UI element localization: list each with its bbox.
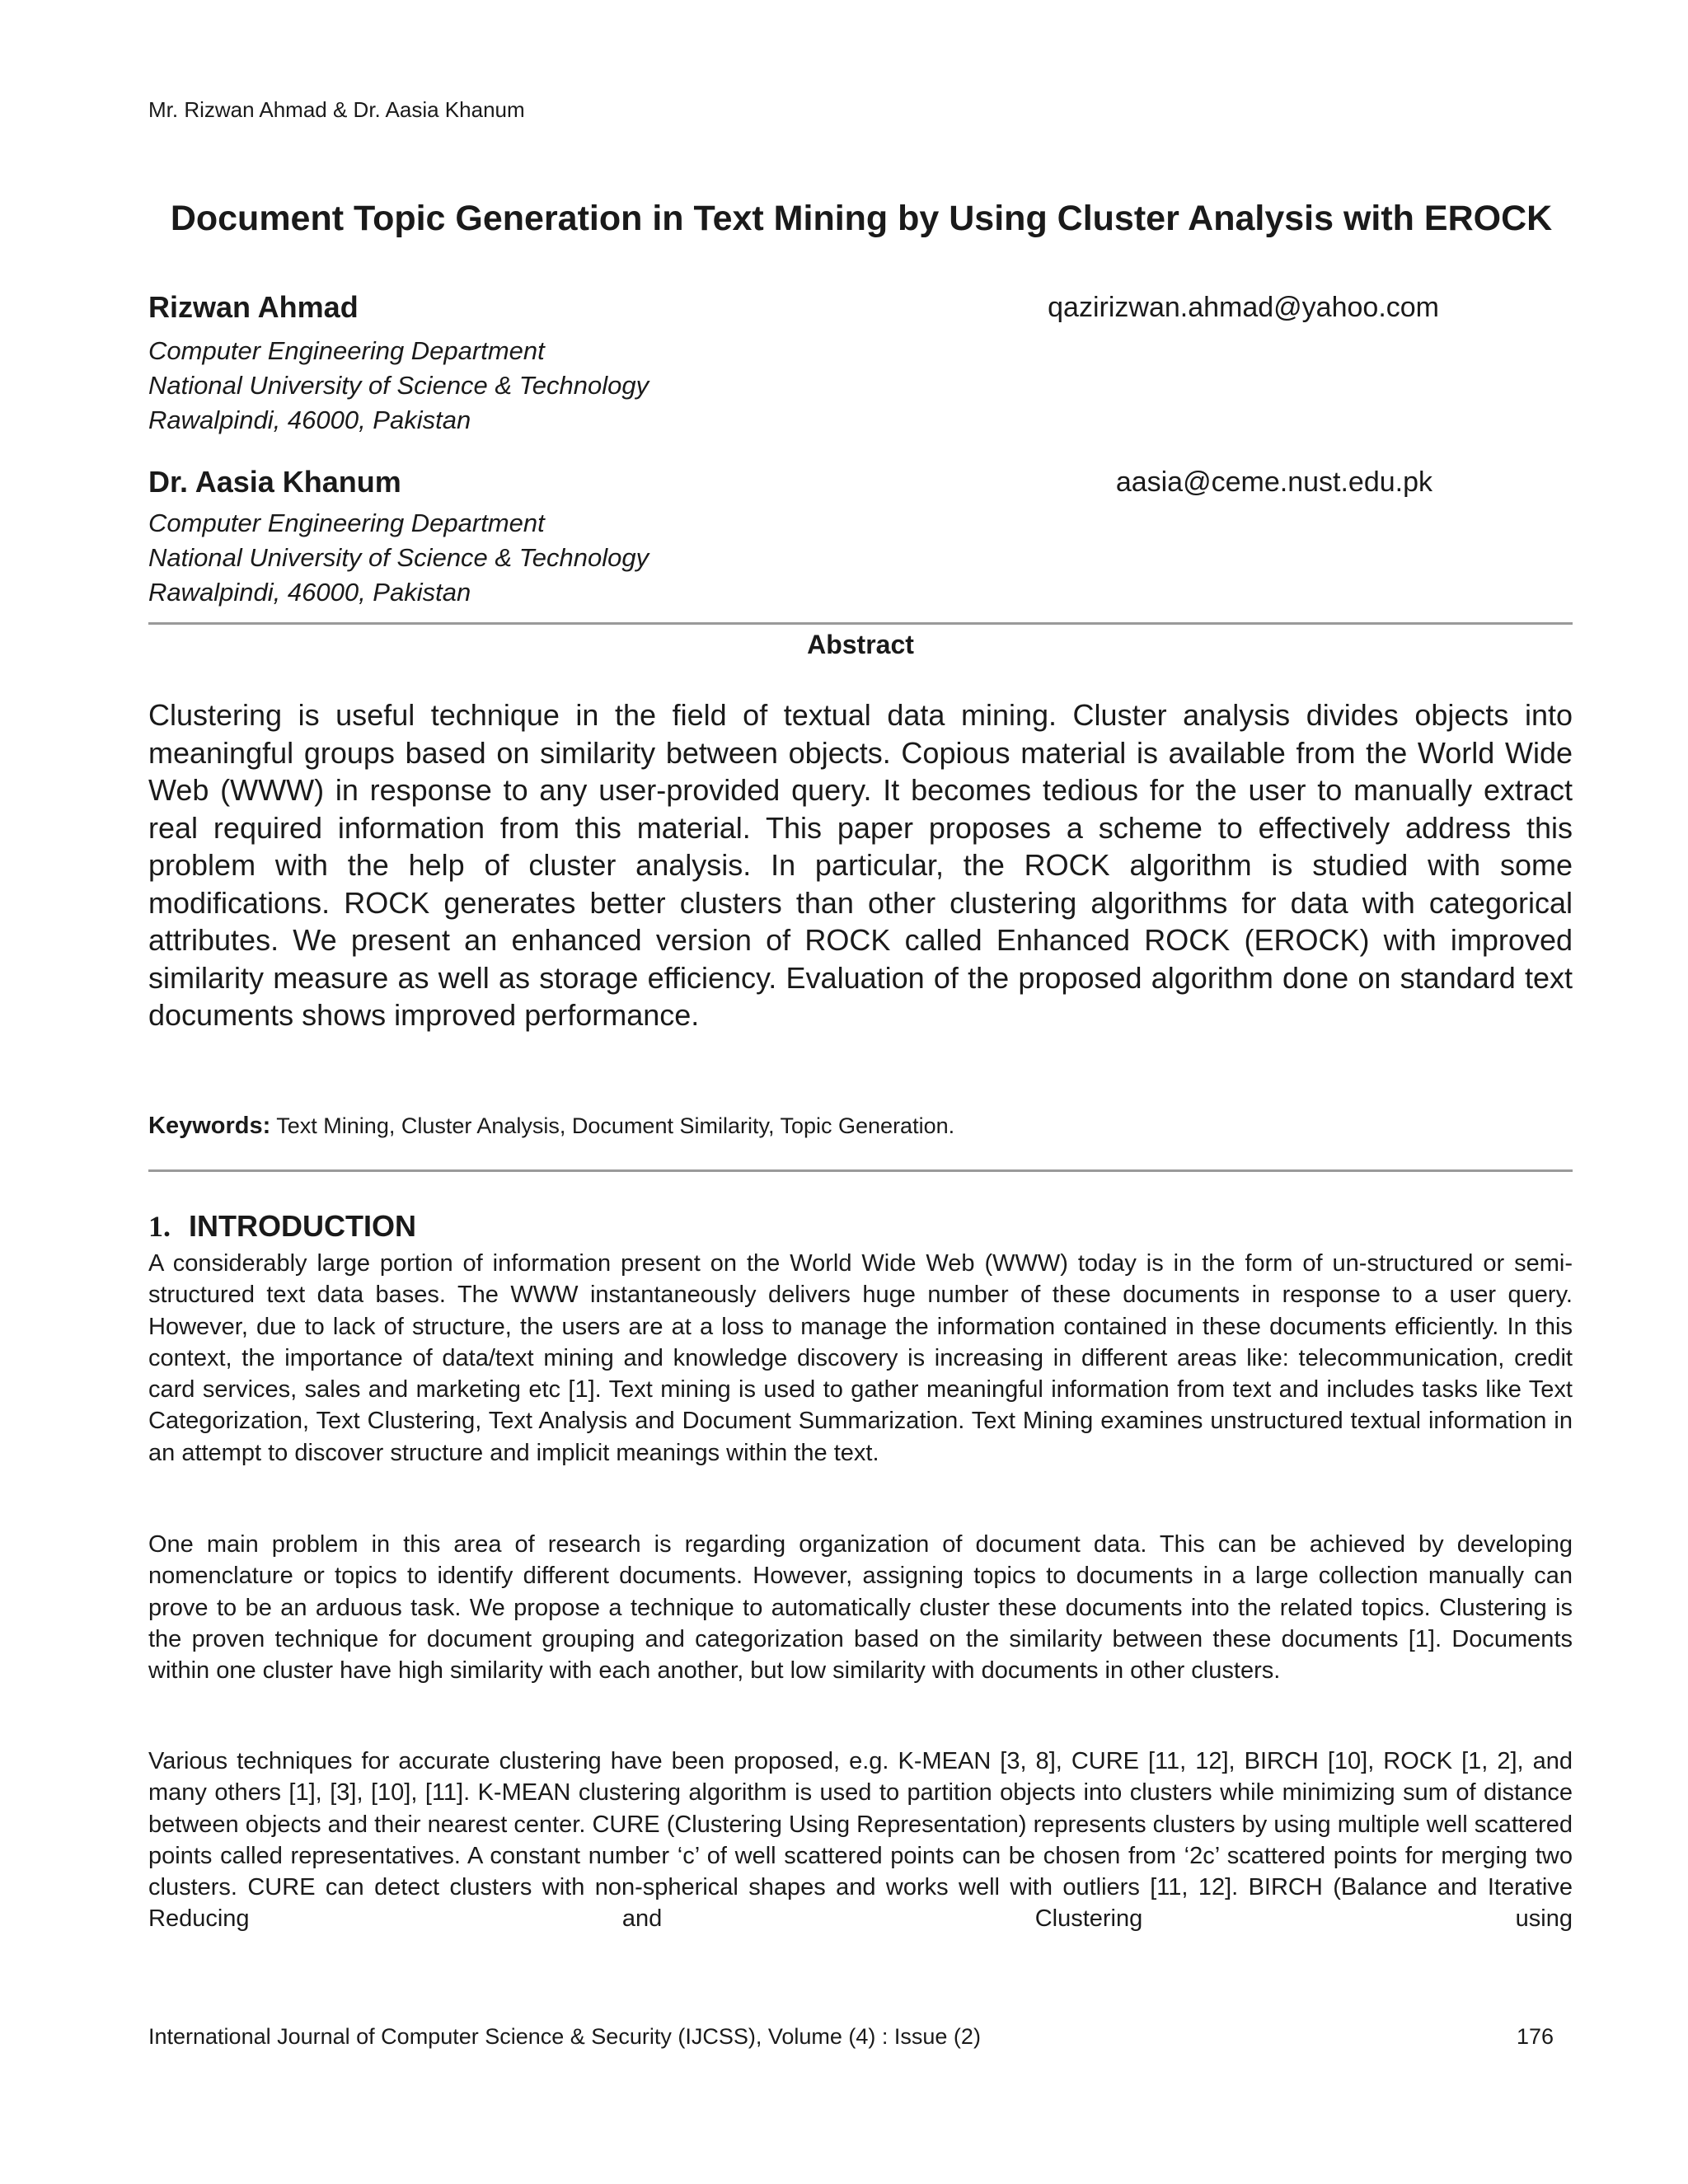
section-heading	[148, 1209, 416, 1244]
affiliation-line: Computer Engineering Department	[148, 509, 545, 537]
running-head: Mr. Rizwan Ahmad & Dr. Aasia Khanum	[148, 97, 525, 122]
affiliation-line: National University of Science & Technology	[148, 543, 649, 572]
affiliation-line: Rawalpindi, 46000, Pakistan	[148, 405, 471, 434]
author-affiliation	[148, 334, 649, 438]
keywords-text: Text Mining, Cluster Analysis, Document Similarity, Topic Generation.	[276, 1113, 955, 1138]
keywords-label: Keywords:	[148, 1113, 271, 1139]
affiliation-line: Computer Engineering Department	[148, 336, 545, 365]
affiliation-line: Rawalpindi, 46000, Pakistan	[148, 578, 471, 607]
abstract-heading: Abstract	[807, 630, 914, 659]
divider	[148, 1169, 1573, 1172]
paper-title: Document Topic Generation in Text Mining by Using Cluster Analysis with EROCK	[170, 199, 1553, 238]
author-email[interactable]: aasia@ceme.nust.edu.pk	[1115, 466, 1432, 498]
section-number: 1.	[148, 1210, 171, 1243]
author-name: Dr. Aasia Khanum	[148, 465, 401, 499]
keywords	[148, 1113, 954, 1140]
author-affiliation	[148, 506, 649, 610]
divider	[148, 622, 1573, 625]
section-title: INTRODUCTION	[189, 1209, 416, 1243]
affiliation-line: National University of Science & Technology	[148, 371, 649, 400]
author-name: Rizwan Ahmad	[148, 290, 359, 324]
author-email[interactable]: qazirizwan.ahmad@yahoo.com	[1048, 292, 1439, 323]
body-paragraph: A considerably large portion of information present on the World Wide Web (WWW) today is in the form of un-structured or semi-structured text data bases. The WWW instantaneously delivers huge number of these documents in response to a user query. However, due to lack of structure, the users are at a loss to manage the information contained in these documents efficiently. In this context, the importance of data/text mining and knowledge discovery is increasing in different areas like: telecommunication, credit card services, sales and marketing etc [1]. Text mining is used to gather meaningful information from text and includes tasks like Text Categorization, Text Clustering, Text Analysis and Document Summarization. Text Mining examines unstructured textual information in an attempt to discover structure and implicit meanings within the text.	[148, 1250, 1573, 1466]
footer-journal: International Journal of Computer Science & Security (IJCSS), Volume (4) : Issue (2)	[148, 2024, 981, 2049]
body-paragraph: One main problem in this area of research is regarding organization of document data. This can be achieved by developing nomenclature or topics to identify different documents. However, assigning topics to documents in a large collection manually can prove to be an arduous task. We propose a technique to automatically cluster these documents into the related topics. Clustering is the proven technique for document grouping and categorization based on the similarity between these documents [1]. Documents within one cluster have high similarity with each another, but low similarity with documents in other clusters.	[148, 1531, 1573, 1685]
body-paragraph: Various techniques for accurate clustering have been proposed, e.g. K-MEAN [3, 8], CURE [11, 12], BIRCH [10], ROCK [1, 2], and many others [1], [3], [10], [11]. K-MEAN clustering algorithm is used to partition objects into clusters while minimizing sum of distance between objects and their nearest center. CURE (Clustering Using Representation) represents clusters by using multiple well scattered points called representatives. A constant number ‘c’ of well scattered points can be chosen from ‘2c’ scattered points for merging two clusters. CURE can detect clusters with non-spherical shapes and works well with outliers [11, 12]. BIRCH (Balance and Iterative Reducing and Clustering using	[148, 1748, 1573, 1933]
abstract-text: Clustering is useful technique in the field of textual data mining. Cluster analysis divides objects into meaningful groups based on similarity between objects. Copious material is available from the World Wide Web (WWW) in response to any user-provided query. It becomes tedious for the user to manually extract real required information from this material. This paper proposes a scheme to effectively address this problem with the help of cluster analysis. In particular, the ROCK algorithm is studied with some modifications. ROCK generates better clusters than other clustering algorithms for data with categorical attributes. We present an enhanced version of ROCK called Enhanced ROCK (EROCK) with improved similarity measure as well as storage efficiency. Evaluation of the proposed algorithm done on standard text documents shows improved performance.	[148, 698, 1573, 1032]
page-number: 176	[1517, 2024, 1554, 2049]
